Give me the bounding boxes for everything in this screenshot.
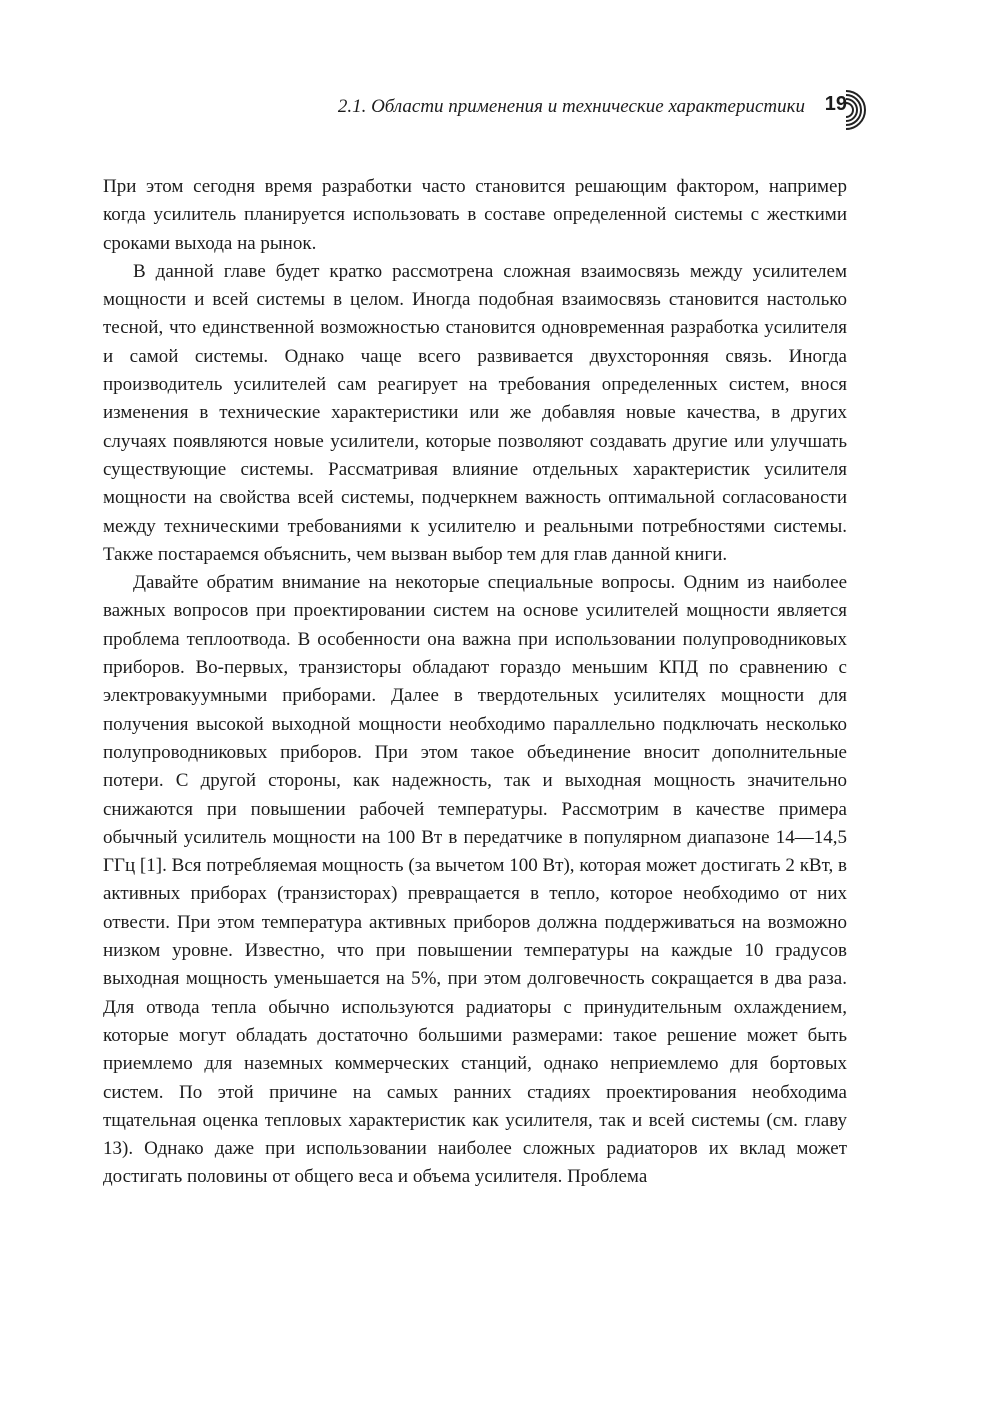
running-title: 2.1. Области применения и технические характеристики: [337, 96, 805, 117]
running-header: [100, 88, 870, 132]
main-text: [103, 173, 847, 1192]
page-number: 19: [824, 93, 847, 115]
paragraph: Давайте обратим внимание на некоторые специальные вопросы. Одним из наиболее важных вопросов при проектировании систем на основе усилителей мощности является проблема теплоотвода. В особенности она важна при использовании полупроводниковых приборов. Во-первых, транзисторы обладают гораздо меньшим КПД по сравнению с электровакуумными приборами. Далее в твердотельных усилителях мощности для получения высокой выходной мощности необходимо параллельно подключать несколько полупроводниковых приборов. При этом такое объединение вносит дополнительные потери. С другой стороны, как надежность, так и выходная мощность значительно снижаются при повышении рабочей температуры. Рассмотрим в качестве примера обычный усилитель мощности на 100 Вт в передатчике в популярном диапазоне 14—14,5 ГГц [1]. Вся потребляемая мощность (за вычетом 100 Вт), которая может достигать 2 кВт, в активных приборах (транзисторах) превращается в тепло, которое необходимо от них отвести. При этом температура активных приборов должна поддерживаться на возможно низком уровне. Известно, что при повышении температуры на каждые 10 градусов выходная мощность уменьшается на 5%, при этом долговечность сокращается в два раза. Для отвода тепла обычно используются радиаторы с принудительным охлаждением, которые могут обладать достаточно большими размерами: такое решение может быть приемлемо для наземных коммерческих станций, однако неприемлемо для бортовых систем. По этой причине на самых ранних стадиях проектирования необходима тщательная оценка тепловых характеристик как усилителя, так и всей системы (см. главу 13). Однако даже при использовании наиболее сложных радиаторов их вклад может достигать половины от общего веса и объема усилителя. Проблема: [103, 572, 847, 1188]
paragraph: В данной главе будет кратко рассмотрена сложная взаимосвязь между усилителем мощности и всей системы в целом. Иногда подобная взаимосвязь становится настолько тесной, что единственной возможностью становится одновременная разработка усилителя и самой системы. Однако чаще всего развивается двухсторонняя связь. Иногда производитель усилителей сам реагирует на требования определенных систем, внося изменения в технические характеристики или же добавляя новые качества, в других случаях появляются новые усилители, которые позволяют создавать другие или улучшать существующие системы. Рассматривая влияние отдельных характеристик усилителя мощности на свойства всей системы, подчеркнем важность оптимальной согласованости между техническими требованиями к усилителю и реальными потребностями системы. Также постараемся объяснить, чем вызван выбор тем для глав данной книги.: [103, 260, 847, 565]
paragraph: При этом сегодня время разработки часто становится решающим фактором, например когда усилитель планируется использовать в составе определенной системы с жесткими сроками выхода на рынок.: [103, 176, 847, 254]
concentric-arcs-icon: [838, 88, 870, 132]
